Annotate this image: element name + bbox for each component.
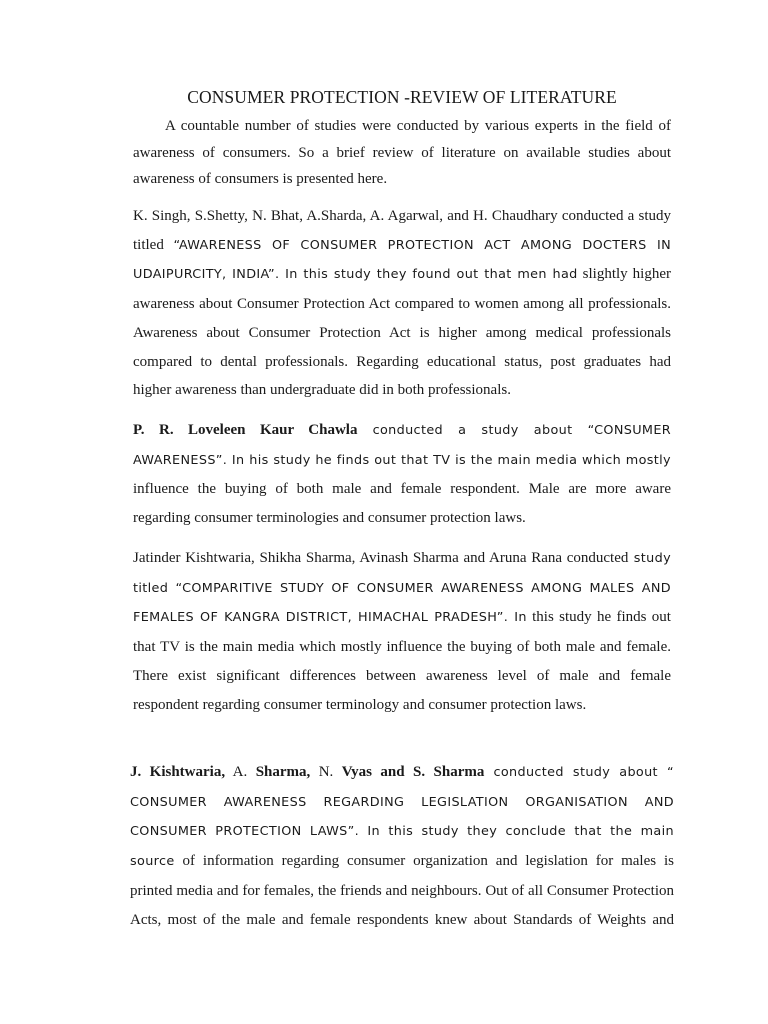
paragraph-text: of information regarding consumer organization and legislation for males is printed media and for females, the friends and neighbours. Out of all Consumer Protection Acts, most of the male and female respondents knew about Standards of Weights and bbox=[130, 853, 674, 928]
study-title-text: conducted study about “ CONSUMER AWARENESS REGARDING LEGISLATION ORGANISATION AND CONSUMER PROTECTION LAWS”. In this study they conclude that the main source bbox=[130, 765, 674, 870]
author-names: P. R. Loveleen Kaur Chawla bbox=[133, 422, 358, 438]
paragraph-text: A. bbox=[225, 764, 256, 780]
paragraph-text: slightly higher awareness about Consumer Protection Act compared to women among all professionals. Awareness about Consumer Protection Act is higher among medical professionals compared to dental professionals. Regarding educational status, post graduates had higher awareness than undergraduate did in both professionals. bbox=[133, 266, 671, 399]
paragraph-text: K. Singh, S.Shetty, N. Bhat, A.Sharda, A. Agarwal, and H. Chaudhary conducted a study titled bbox=[133, 208, 671, 253]
paragraph-text: this study he finds out that TV is the main media which mostly influence the buying of both male and female. There exist significant differences between awareness level of male and female respondent regarding consumer terminology and consumer protection laws. bbox=[133, 609, 671, 713]
author-names: Sharma, bbox=[255, 764, 311, 780]
review-paragraph-chawla bbox=[133, 416, 671, 533]
author-names: Vyas and S. Sharma bbox=[341, 764, 485, 780]
review-paragraph-singh bbox=[133, 202, 671, 405]
study-title-text: conducted a study about “CONSUMER AWARENESS”. In his study he finds out that TV is the main media which mostly bbox=[133, 423, 671, 468]
review-paragraph-kishtwaria bbox=[133, 544, 671, 719]
paragraph-text: influence the buying of both male and female respondent. Male are more aware regarding consumer terminologies and consumer protection laws. bbox=[133, 481, 671, 527]
review-paragraph-kishtwaria-sharma bbox=[130, 758, 674, 934]
study-title-text: “AWARENESS OF CONSUMER PROTECTION ACT AMONG DOCTERS IN UDAIPURCITY, INDIA”. In this study they found out that men had bbox=[133, 237, 671, 283]
intro-paragraph: A countable number of studies were conducted by various experts in the field of awareness of consumers. So a brief review of literature on available studies about awareness of consumers is presented here. bbox=[133, 118, 671, 187]
paragraph-text: N. bbox=[310, 764, 342, 780]
paragraph-text: Jatinder Kishtwaria, Shikha Sharma, Avinash Sharma and Aruna Rana conducted bbox=[133, 550, 629, 566]
study-title-text: study titled “COMPARITIVE STUDY OF CONSUMER AWARENESS AMONG MALES AND FEMALES OF KANGRA DISTRICT, HIMACHAL PRADESH”. In bbox=[133, 551, 671, 626]
page-title: CONSUMER PROTECTION -REVIEW OF LITERATURE bbox=[187, 87, 617, 107]
author-names: J. Kishtwaria, bbox=[130, 764, 226, 780]
